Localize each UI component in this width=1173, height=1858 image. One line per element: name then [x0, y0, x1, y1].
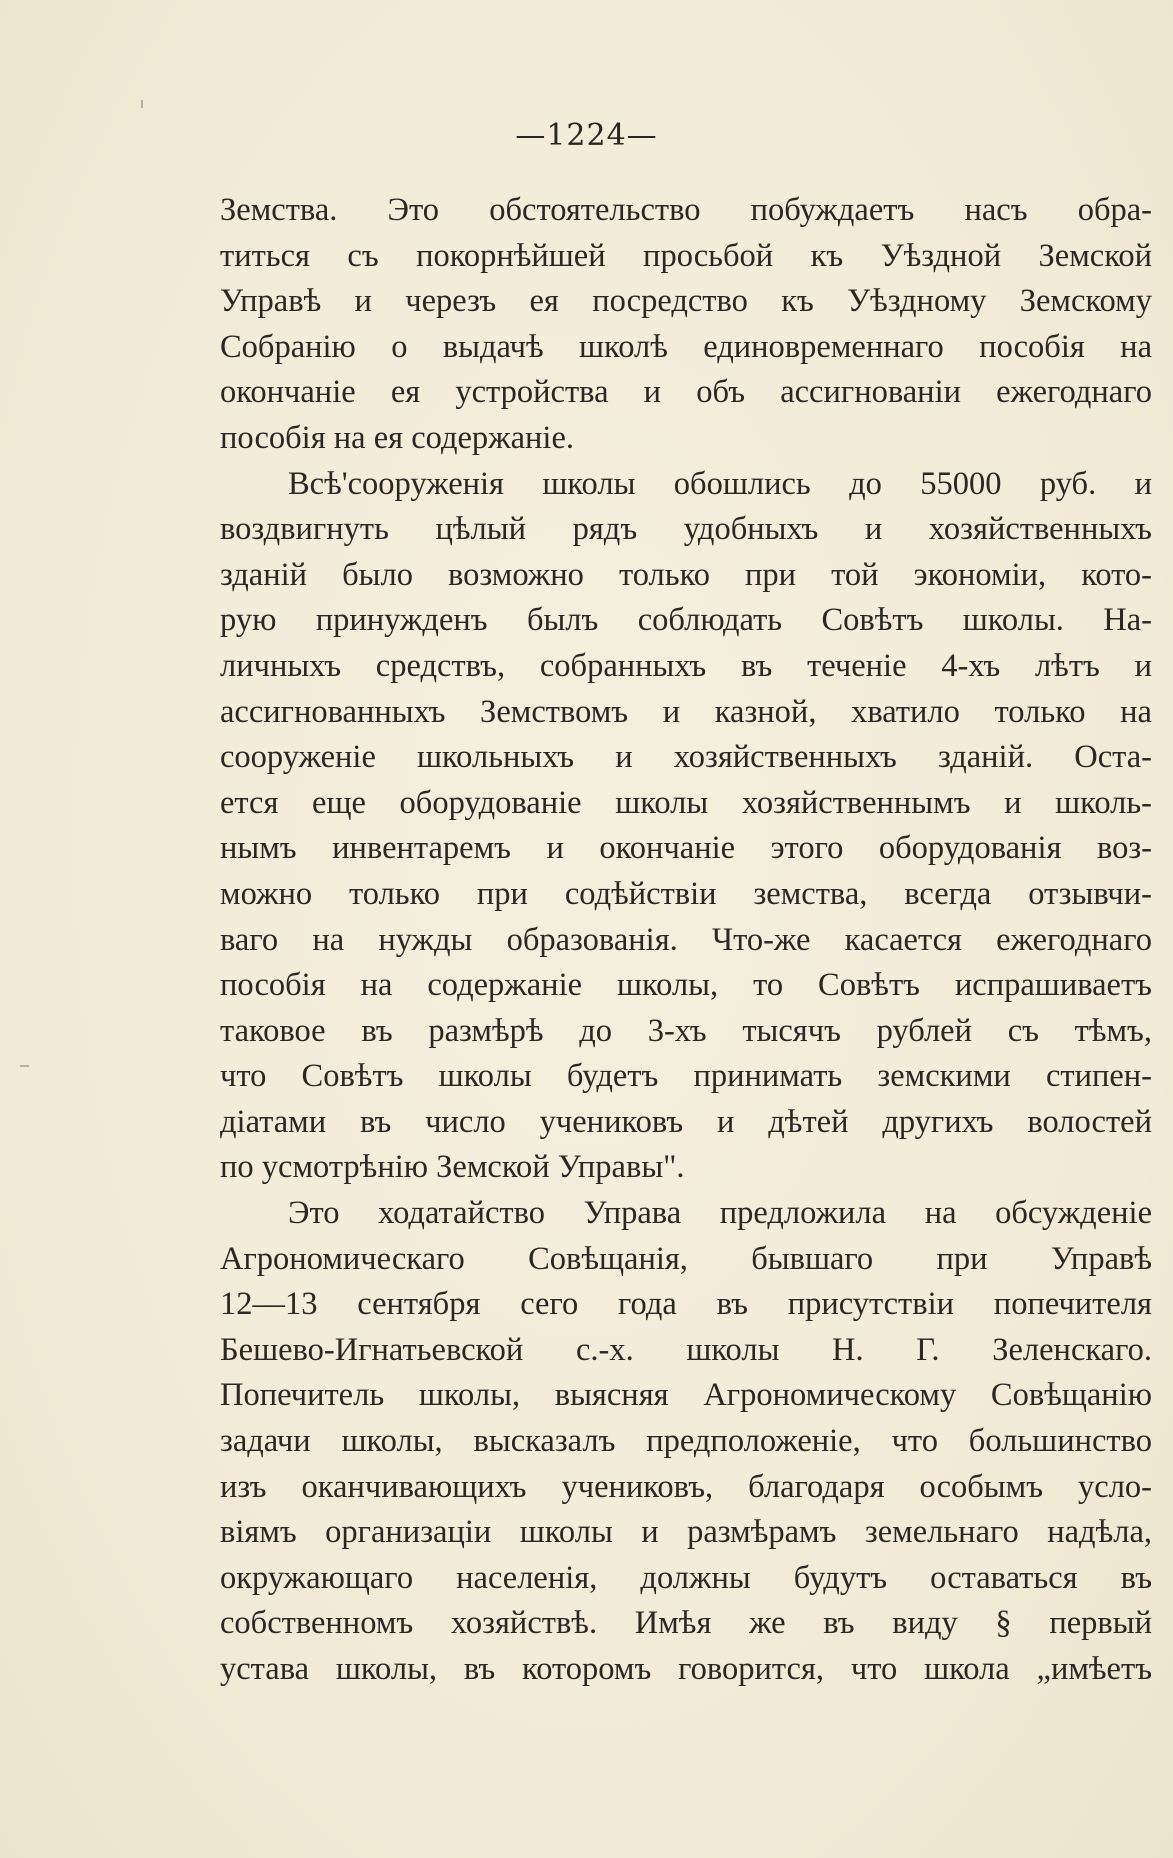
text-line: можно только при содѣйствіи земства, всегда отзывчи- [220, 875, 1152, 912]
paragraph [220, 188, 1152, 462]
paragraph [220, 462, 1152, 1192]
text-line: собственномъ хозяйствѣ. Имѣя же въ виду § первый [220, 1605, 1152, 1642]
scan-speck [141, 100, 143, 108]
text-line: ассигнованныхъ Земствомъ и казной, хватило только на [220, 693, 1152, 730]
text-line: Управѣ и черезъ ея посредство къ Уѣздному Земскому [220, 283, 1152, 320]
text-line: сооруженіе школьныхъ и хозяйственныхъ зданій. Оста- [220, 739, 1152, 776]
text-line: окончаніе ея устройства и объ ассигнованіи ежегоднаго [220, 374, 1152, 411]
text-line: зданій было возможно только при той экономіи, кото- [220, 556, 1152, 593]
text-line: таковое въ размѣрѣ до 3-хъ тысячъ рублей съ тѣмъ, [220, 1012, 1152, 1049]
text-line: личныхъ средствъ, собранныхъ въ теченіе 4-хъ лѣтъ и [220, 647, 1152, 684]
text-line: ется еще оборудованіе школы хозяйственнымъ и школь- [220, 784, 1152, 821]
text-line: титься съ покорнѣйшей просьбой къ Уѣздной Земской [220, 237, 1152, 274]
text-line: віямъ организаціи школы и размѣрамъ земельнаго надѣла, [220, 1514, 1152, 1551]
text-line: устава школы, въ которомъ говорится, что школа „имѣетъ [220, 1651, 1152, 1687]
text-line: задачи школы, высказалъ предположеніе, что большинство [220, 1423, 1152, 1460]
text-line: что Совѣтъ школы будетъ принимать земскими стипен- [220, 1058, 1152, 1095]
text-line: Бешево-Игнатьевской с.-х. школы Н. Г. Зеленскаго. [220, 1331, 1152, 1368]
text-line: 12—13 сентября сего года въ присутствіи попечителя [220, 1286, 1152, 1323]
scan-speck [20, 1065, 29, 1067]
text-line: окружающаго населенія, должны будутъ оставаться въ [220, 1559, 1152, 1596]
text-line: воздвигнуть цѣлый рядъ удобныхъ и хозяйственныхъ [220, 511, 1152, 548]
page-number: —1224— [515, 118, 658, 153]
text-line: Всѣ'сооруженія школы обошлись до 55000 руб. и [288, 465, 1152, 502]
text-line: Это ходатайство Управа предложила на обсужденіе [288, 1195, 1152, 1232]
text-line: рую принужденъ былъ соблюдать Совѣтъ школы. На- [220, 602, 1152, 639]
text-line: изъ оканчивающихъ учениковъ, благодаря особымъ усло- [220, 1468, 1152, 1505]
body-text [220, 188, 1152, 1693]
text-line: нымъ инвентаремъ и окончаніе этого оборудованія воз- [220, 830, 1152, 867]
text-line: пособія на содержаніе школы, то Совѣтъ испрашиваетъ [220, 967, 1152, 1004]
text-line: діатами въ число учениковъ и дѣтей другихъ волостей [220, 1103, 1152, 1140]
text-line: Собранію о выдачѣ школѣ единовременнаго пособія на [220, 328, 1152, 365]
text-line: Земства. Это обстоятельство побуждаетъ насъ обра- [220, 192, 1152, 228]
text-line: Попечитель школы, выясняя Агрономическому Совѣщанію [220, 1377, 1152, 1414]
paragraph [220, 1191, 1152, 1693]
text-line: ваго на нужды образованія. Что-же касается ежегоднаго [220, 921, 1152, 958]
text-line: по усмотрѣнію Земской Управы". [220, 1149, 685, 1186]
text-line: Агрономическаго Совѣщанія, бывшаго при Управѣ [220, 1240, 1152, 1277]
text-line: пособія на ея содержаніе. [220, 419, 575, 456]
